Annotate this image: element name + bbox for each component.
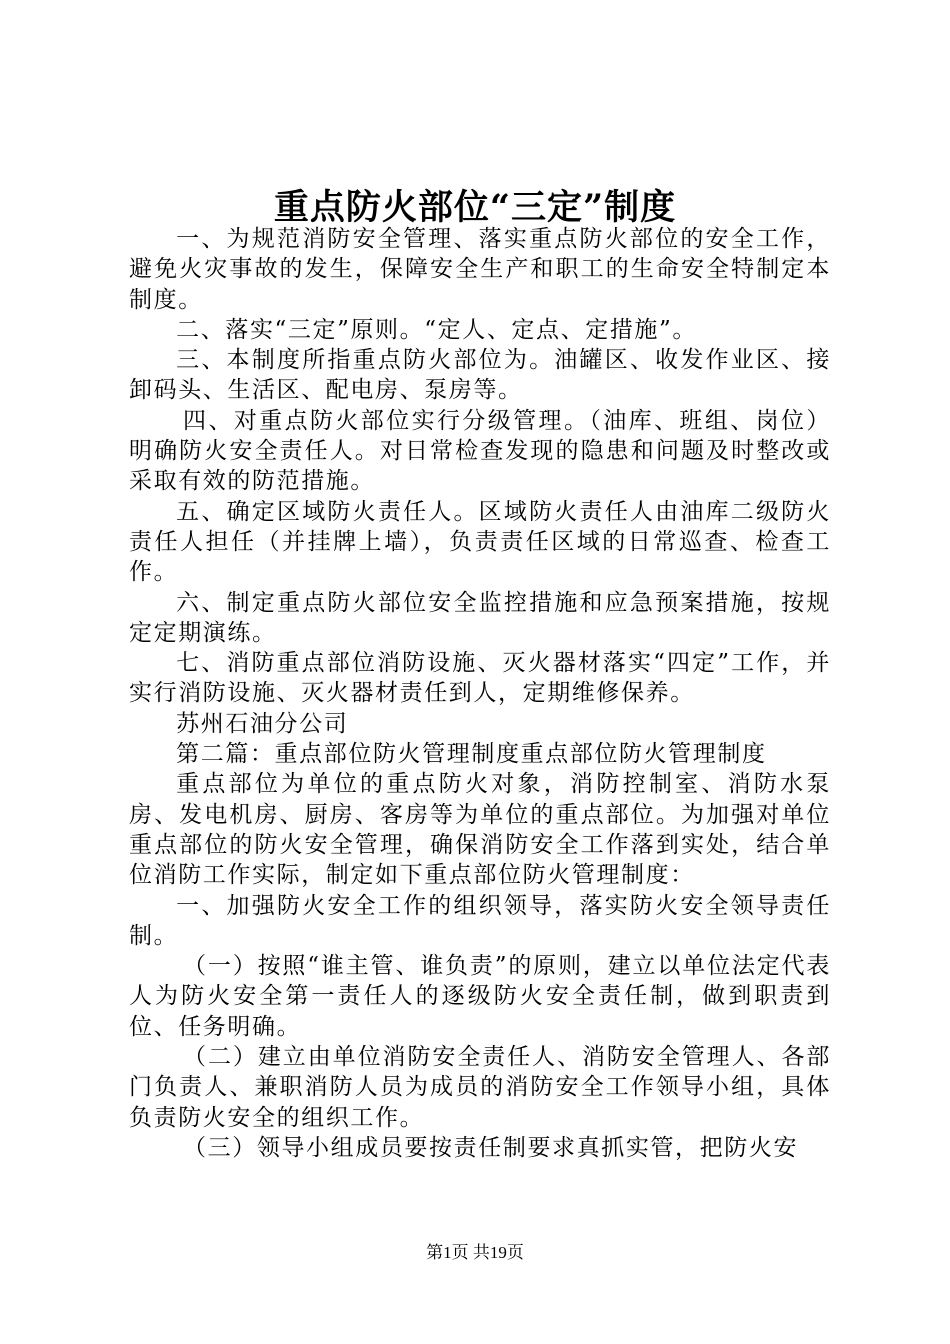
paragraph-5: 五、确定区域防火责任人。区域防火责任人由油库二级防火责任人担任（并挂牌上墙），负责责任区域的日常巡查、检查工作。: [129, 498, 831, 586]
company-name: 苏州石油分公司: [176, 710, 349, 737]
paragraph-1: 一、为规范消防安全管理、落实重点防火部位的安全工作，避免火灾事故的发生，保障安全生产和职工的生命安全特制定本制度。: [129, 226, 831, 313]
paragraph-8: 重点部位为单位的重点防火对象，消防控制室、消防水泵房、发电机房、厨房、客房等为单位的重点部位。为加强对单位重点部位的防火安全管理，确保消防安全工作落到实处，结合单位消防工作实际，制定如下重点部位防火管理制度：: [129, 771, 831, 889]
chapter-heading: 第二篇：重点部位防火管理制度重点部位防火管理制度: [176, 741, 767, 768]
paragraph-11: （二）建立由单位消防安全责任人、消防安全管理人、各部门负责人、兼职消防人员为成员的消防安全工作领导小组，具体负责防火安全的组织工作。: [129, 1044, 831, 1131]
paragraph-10: （一）按照“谁主管、谁负责”的原则，建立以单位法定代表人为防火安全第一责任人的逐级防火安全责任制，做到职责到位、任务明确。: [129, 953, 831, 1040]
paragraph-9: 一、加强防火安全工作的组织领导，落实防火安全领导责任制。: [129, 892, 831, 949]
document-body: [129, 224, 831, 1163]
paragraph-2: 二、落实“三定”原则。“定人、定点、定措施”。: [176, 316, 697, 343]
paragraph-4: 四、对重点防火部位实行分级管理。（油库、班组、岗位）明确防火安全责任人。对日常检查发现的隐患和问题及时整改或采取有效的防范措施。: [129, 407, 831, 495]
paragraph-12: （三）领导小组成员要按责任制要求真抓实管，把防火安: [183, 1134, 799, 1161]
paragraph-6: 六、制定重点防火部位安全监控措施和应急预案措施，按规定定期演练。: [129, 589, 831, 646]
document-title: 重点防火部位“三定”制度: [273, 187, 677, 228]
paragraph-7: 七、消防重点部位消防设施、灭火器材落实“四定”工作，并实行消防设施、灭火器材责任到人，定期维修保养。: [129, 650, 831, 707]
paragraph-3: 三、本制度所指重点防火部位为。油罐区、收发作业区、接卸码头、生活区、配电房、泵房等。: [129, 347, 831, 404]
page-number-footer: 第1页 共19页: [426, 1243, 524, 1262]
